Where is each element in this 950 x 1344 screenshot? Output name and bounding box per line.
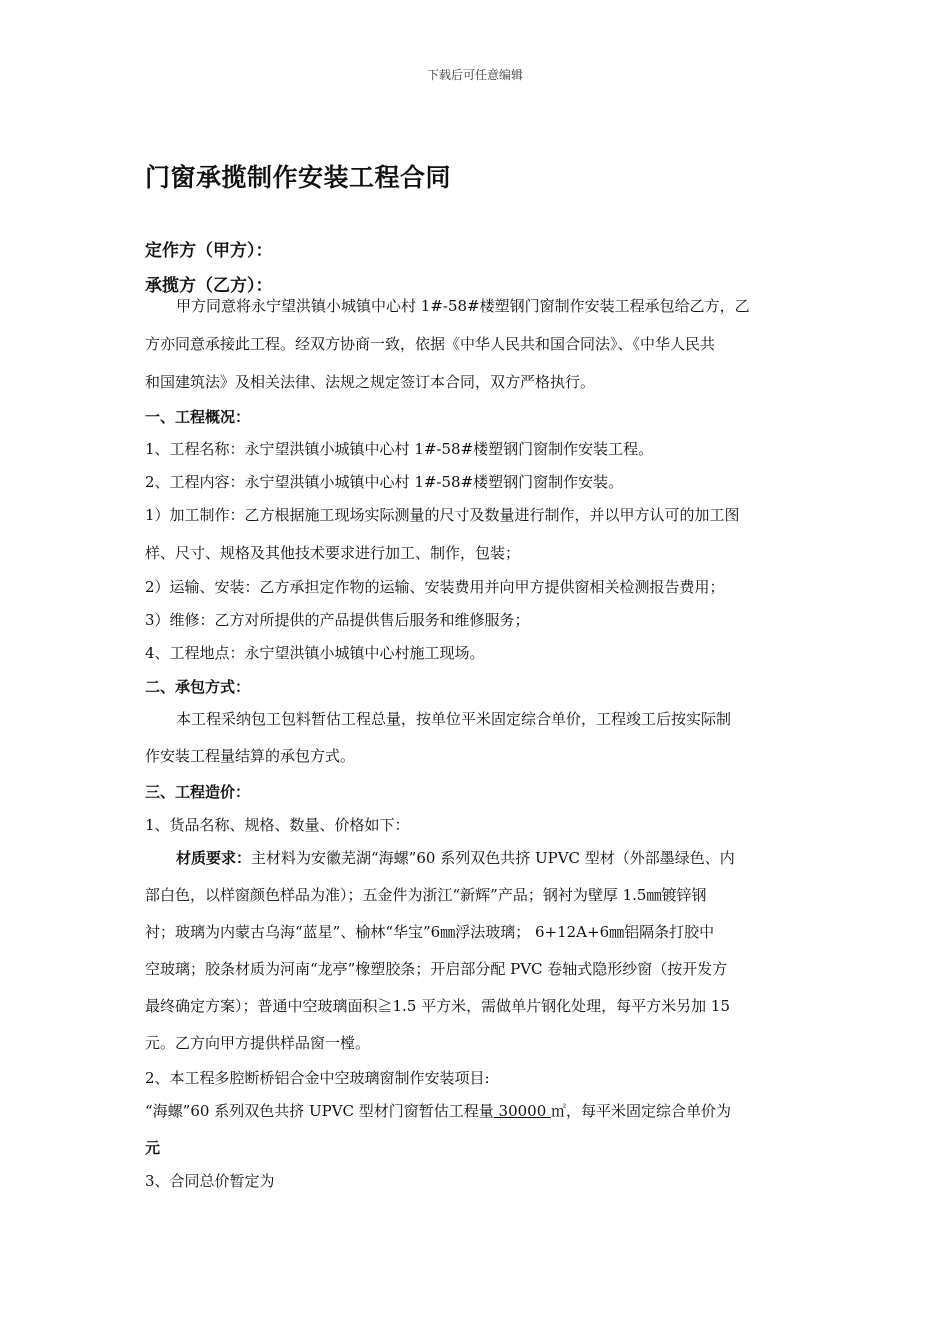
section-line: 2、工程内容：永宁望洪镇小城镇中心村 1#-58#楼塑钢门窗制作安装。 (145, 473, 624, 491)
page-header: 下载后可任意编辑 (426, 68, 523, 82)
section-line: 样、尺寸、规格及其他技术要求进行加工、制作，包装； (145, 544, 521, 562)
section-line: 1、工程名称：永宁望洪镇小城镇中心村 1#-58#楼塑钢门窗制作安装工程。 (145, 440, 654, 458)
material-line: 元。乙方向甲方提供样品窗一樘。 (145, 1034, 371, 1052)
section-heading: 二、承包方式： (145, 678, 251, 696)
material-line: 衬；玻璃为内蒙古乌海“蓝星”、榆林“华宝”6㎜浮法玻璃； 6+12A+6㎜铝隔条打胶中 (145, 923, 715, 941)
section-line: 2、本工程多腔断桥铝合金中空玻璃窗制作安装项目: (145, 1069, 490, 1087)
document-title: 门窗承揽制作安装工程合同 (145, 163, 452, 192)
material-line: 最终确定方案）；普通中空玻璃面积≧1.5 平方米，需做单片钢化处理，每平方米另加 15 (145, 997, 730, 1015)
material-line: 空玻璃；胶条材质为河南“龙亭”橡塑胶条；开启部分配 PVC 卷轴式隐形纱窗（按开发方 (145, 960, 728, 978)
section-line: 2）运输、安装：乙方承担定作物的运输、安装费用并向甲方提供窗相关检测报告费用； (145, 578, 725, 596)
intro-line: 和国建筑法》及相关法律、法规之规定签订本合同，双方严格执行。 (145, 373, 596, 391)
intro-line: 甲方同意将永宁望洪镇小城镇中心村 1#-58#楼塑钢门窗制作安装工程承包给乙方，乙 (176, 297, 750, 315)
party-a-label: 定作方（甲方）： (145, 241, 273, 261)
section-line: 3）维修：乙方对所提供的产品提供售后服务和维修服务； (145, 611, 530, 629)
party-b-label: 承揽方（乙方）： (145, 276, 273, 296)
material-line: 部白色，以样窗颜色样品为准）；五金件为浙江“新辉”产品；钢衬为壁厚 1.5㎜镀锌钢 (145, 886, 707, 904)
section-line: 本工程采纳包工包料暂估工程总量，按单位平米固定综合单价，工程竣工后按实际制 (176, 710, 732, 728)
section-line: 1、货品名称、规格、数量、价格如下： (145, 816, 410, 834)
item2-text: “海螺”60 系列双色共挤 UPVC 型材门窗暂估工程量 (145, 1102, 494, 1120)
item2-quantity-line (145, 1100, 810, 1121)
quantity-value: 30000 (493, 1102, 552, 1120)
section-heading: 一、工程概况： (145, 408, 251, 426)
intro-line: 方亦同意承接此工程。经双方协商一致，依据《中华人民共和国合同法》、《中华人民共 (145, 335, 716, 353)
section-line: 4、工程地点：永宁望洪镇小城镇中心村施工现场。 (145, 644, 485, 662)
material-text: 主材料为安徽芜湖“海螺”60 系列双色共挤 UPVC 型材（外部墨绿色、内 (251, 849, 735, 867)
material-line (176, 847, 841, 868)
section-heading: 三、工程造价： (145, 783, 251, 801)
material-label: 材质要求： (176, 849, 252, 867)
section-line: 1）加工制作：乙方根据施工现场实际测量的尺寸及数量进行制作，并以甲方认可的加工图 (145, 506, 740, 524)
unit-price-line: 元 (145, 1139, 161, 1157)
item2-text: ㎡，每平米固定综合单价为 (551, 1102, 732, 1120)
section-line: 作安装工程量结算的承包方式。 (145, 747, 356, 765)
section-line: 3、合同总价暂定为 (145, 1172, 275, 1190)
